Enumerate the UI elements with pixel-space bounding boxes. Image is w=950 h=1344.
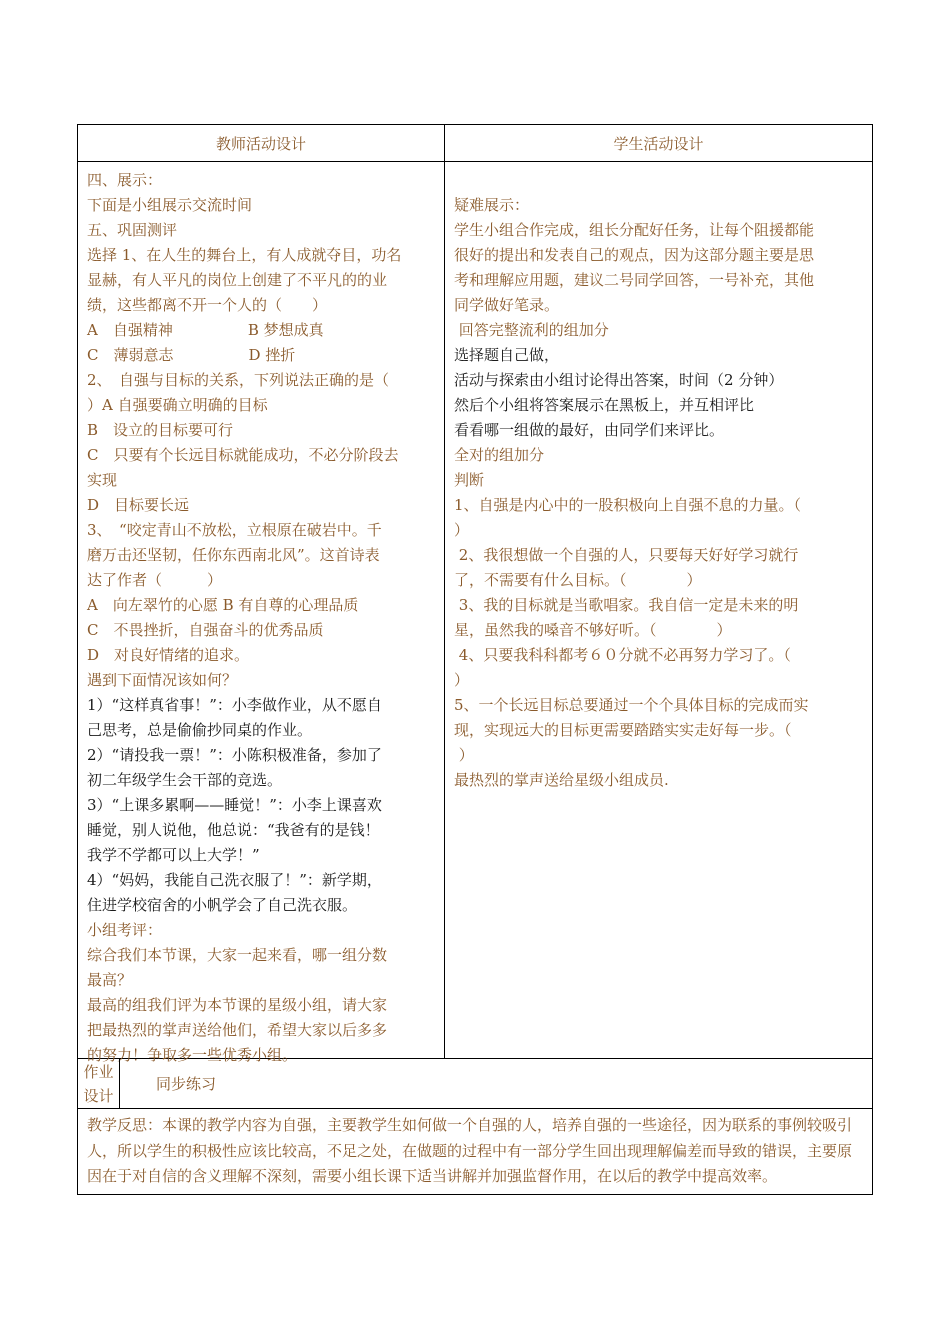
student-line: ） (454, 746, 474, 764)
teacher-line: 2）“请投我一票！”：小陈积极准备，参加了 (87, 746, 382, 764)
student-line: 活动与探索由小组讨论得出答案，时间（2 分钟） (454, 371, 784, 389)
student-line: 了，不需要有什么目标。（ ） (454, 571, 702, 589)
homework-value: 同步练习 (156, 1075, 217, 1093)
teacher-line: 初二年级学生会干部的竞选。 (87, 771, 283, 789)
homework-label (78, 1059, 120, 1108)
student-line: 最热烈的掌声送给星级小组成员. (454, 771, 669, 789)
teacher-line: D 目标要长远 (87, 496, 190, 514)
homework-row (78, 1058, 872, 1108)
teacher-line: 己思考，总是偷偷抄同桌的作业。 (87, 721, 313, 739)
teacher-line: 3）“上课多累啊——睡觉！”：小李上课喜欢 (87, 796, 382, 814)
student-line: 回答完整流利的组加分 (454, 321, 609, 339)
student-line: 学生小组合作完成，组长分配好任务，让每个阻援都能 (454, 221, 815, 239)
teacher-line: A 向左翠竹的心愿 B 有自尊的心理品质 (87, 596, 359, 614)
teacher-line: D 对良好情绪的追求。 (87, 646, 250, 664)
teacher-line: 最高？ (87, 971, 133, 989)
teacher-line: 2、 自强与目标的关系，下列说法正确的是（ (87, 371, 390, 389)
student-line: 2、我很想做一个自强的人，只要每天好好学习就行 (454, 546, 799, 564)
teacher-line: 遇到下面情况该如何？ (87, 671, 238, 689)
teacher-line: C 薄弱意志 D 挫折 (87, 346, 296, 364)
student-line (454, 168, 863, 193)
student-line: 判断 (454, 471, 485, 489)
teacher-activity-cell (78, 162, 445, 1064)
student-line: ） (454, 521, 470, 539)
student-line: 现，实现远大的目标更需要踏踏实实走好每一步。（ (454, 721, 792, 739)
teacher-line: C 只要有个长远目标就能成功，不必分阶段去 (87, 446, 399, 464)
teacher-line: 住进学校宿舍的小帆学会了自己洗衣服。 (87, 896, 358, 914)
student-line: 看看哪一组做的最好，由同学们来评比。 (454, 421, 725, 439)
student-line: 很好的提出和发表自己的观点，因为这部分题主要是思 (454, 246, 815, 264)
teacher-line: 显赫，有人平凡的岗位上创建了不平凡的的业 (87, 271, 388, 289)
teacher-line: 四、展示： (87, 171, 163, 189)
student-line: ） (454, 671, 470, 689)
teacher-line: 3、 “咬定青山不放松，立根原在破岩中。千 (87, 521, 382, 539)
student-line: 5、一个长远目标总要通过一个个具体目标的完成而实 (454, 696, 809, 714)
teacher-line: 选择 1、在人生的舞台上，有人成就夺目，功名 (87, 246, 402, 264)
table-header-row (78, 125, 872, 161)
student-line: 1、自强是内心中的一股积极向上自强不息的力量。（ (454, 496, 802, 514)
reflection-row (78, 1108, 872, 1194)
teacher-line: ）A 自强要确立明确的目标 (87, 396, 268, 414)
homework-label-line2: 设计 (83, 1087, 114, 1105)
teacher-line: A 自强精神 B 梦想成真 (87, 321, 324, 339)
teaching-reflection: 教学反思：本课的教学内容为自强，主要教学生如何做一个自强的人，培养自强的一些途径，因为联系的事例较吸引人，所以学生的积极性应该比较高，不足之处，在做题的过程中有一部分学生回出现理解偏差而导致的错误，主要原因在于对自信的含义理解不深刻，需要小组长课下适当讲解并加强监督作用，在以后的教学中提高效率。 (87, 1116, 853, 1185)
teacher-line: 综合我们本节课，大家一起来看，哪一组分数 (87, 946, 388, 964)
student-line: 疑难展示： (454, 196, 530, 214)
student-line: 考和理解应用题，建议二号同学回答，一号补充，其他 (454, 271, 815, 289)
homework-label-line1: 作业 (83, 1063, 114, 1081)
teacher-line: 下面是小组展示交流时间 (87, 196, 253, 214)
student-line: 全对的组加分 (454, 446, 545, 464)
teacher-line: 最高的组我们评为本节课的星级小组，请大家 (87, 996, 388, 1014)
teacher-line: 绩，这些都离不开一个人的（ ） (87, 296, 328, 314)
student-line: 星，虽然我的嗓音不够好听。（ ） (454, 621, 732, 639)
student-line: 然后个小组将答案展示在黑板上，并互相评比 (454, 396, 755, 414)
teacher-line: 实现 (87, 471, 118, 489)
lesson-table (77, 124, 873, 1195)
teacher-line: 磨万击还坚韧，任你东西南北风”。这首诗表 (87, 546, 380, 564)
teacher-line: 五、巩固测评 (87, 221, 178, 239)
teacher-column-header: 教师活动设计 (78, 125, 445, 161)
student-line: 同学做好笔录。 (454, 296, 560, 314)
teacher-line: 我学不学都可以上大学！” (87, 846, 260, 864)
student-line: 3、我的目标就是当歌唱家。我自信一定是未来的明 (454, 596, 799, 614)
teacher-line: C 不畏挫折，自强奋斗的优秀品质 (87, 621, 324, 639)
teacher-line: 睡觉，别人说他，他总说：“我爸有的是钱！ (87, 821, 380, 839)
student-line: 4、只要我科科都考６０分就不必再努力学习了。（ (454, 646, 791, 664)
teacher-line: 的努力！争取多一些优秀小组。 (87, 1046, 298, 1064)
teacher-line: 4）“妈妈，我能自己洗衣服了！”：新学期， (87, 871, 382, 889)
teacher-line: 把最热烈的掌声送给他们，希望大家以后多多 (87, 1021, 388, 1039)
teacher-line: B 设立的目标要可行 (87, 421, 234, 439)
student-activity-cell (445, 162, 872, 1058)
teacher-line: 达了作者（ ） (87, 571, 223, 589)
student-line: 选择题自己做， (454, 346, 560, 364)
activity-content-row (78, 161, 872, 1064)
teacher-line: 小组考评： (87, 921, 163, 939)
teacher-line: 1）“这样真省事！”：小李做作业，从不愿自 (87, 696, 382, 714)
student-column-header: 学生活动设计 (613, 134, 704, 153)
